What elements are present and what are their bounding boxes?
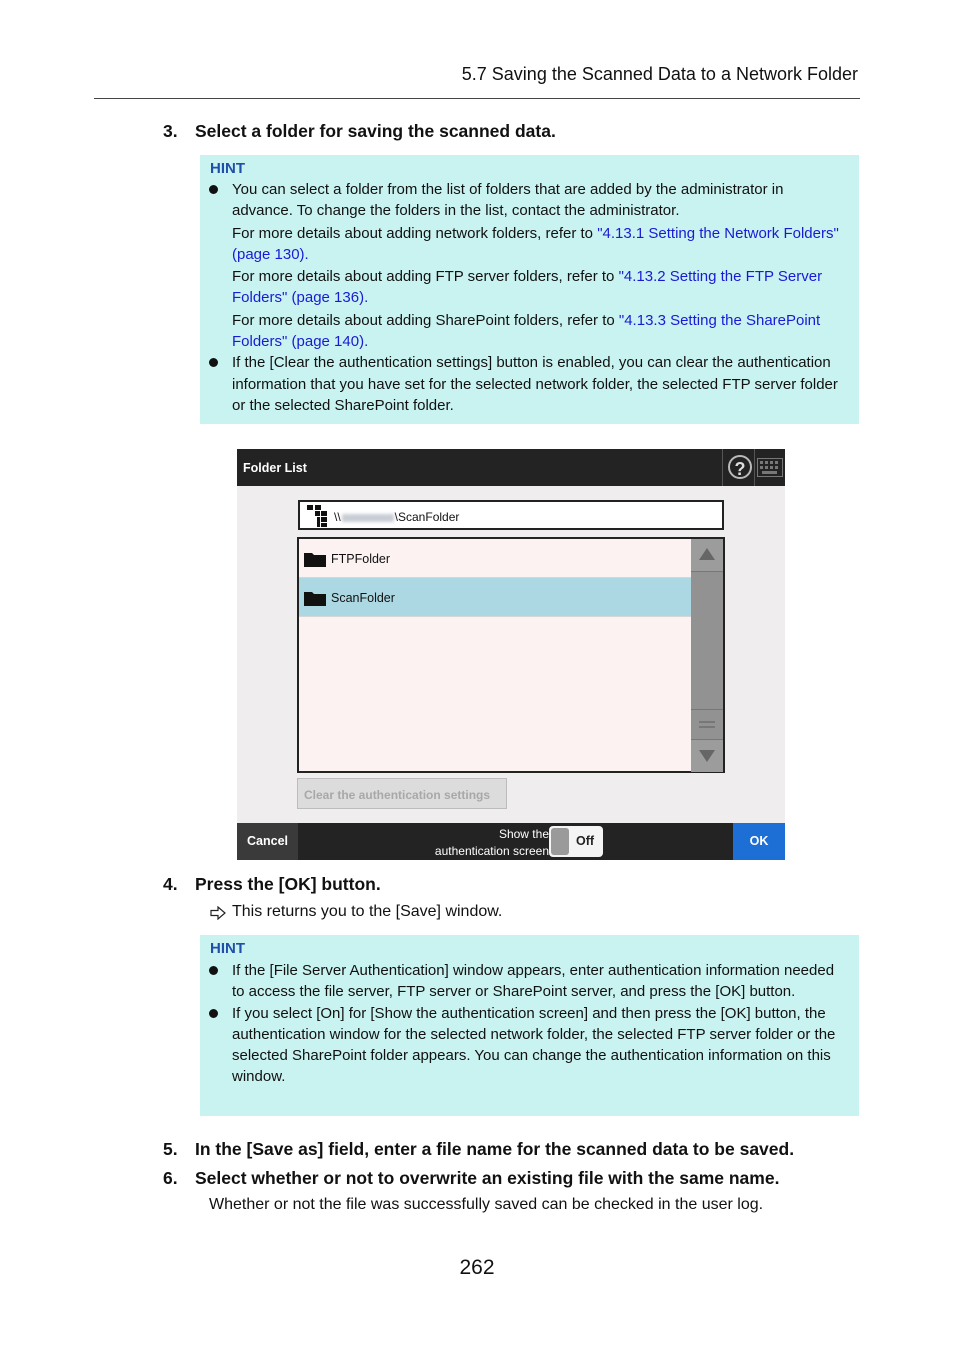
bottom-bar: [237, 823, 785, 860]
folder-name: ScanFolder: [331, 591, 395, 605]
show-auth-toggle[interactable]: [549, 826, 603, 857]
step-5-text: In the [Save as] field, enter a file name for the scanned data to be saved.: [195, 1139, 795, 1159]
bullet-icon: [209, 966, 218, 975]
hint-1-body: [232, 179, 845, 416]
redacted-host: [342, 514, 394, 522]
grip-icon: [699, 721, 715, 729]
keyboard-icon[interactable]: [757, 458, 783, 477]
separator: [722, 449, 723, 486]
cancel-button[interactable]: Cancel: [237, 823, 298, 860]
folder-icon: [304, 590, 326, 606]
scroll-thumb[interactable]: [691, 709, 723, 740]
bullet-icon: [209, 1009, 218, 1018]
show-auth-line-1: Show the: [498, 827, 549, 841]
list-item[interactable]: [299, 539, 692, 578]
path-prefix: \\: [334, 510, 341, 524]
header-divider: [94, 98, 860, 99]
title-bar: [237, 449, 785, 486]
step-4-number: 4.: [163, 874, 178, 894]
toggle-knob: [551, 828, 569, 855]
path-suffix: \ScanFolder: [394, 510, 460, 524]
step-4-text: Press the [OK] button.: [195, 874, 381, 894]
step-6-note: Whether or not the file was successfully saved can be checked in the user log.: [209, 1196, 764, 1213]
step-4-result: This returns you to the [Save] window.: [232, 903, 503, 920]
hint-2-bullet-2: If you select [On] for [Show the authentication screen] and then press the [OK] button, the authentication window for the selected network folder, the selected FTP server folder or the selected SharePoint folder appears. You can change the authentication information on this window.: [232, 1004, 836, 1086]
section-title: 5.7 Saving the Scanned Data to a Network Folder: [461, 64, 858, 84]
hint-1-ref-1-text: For more details about adding network folders, refer to: [232, 224, 598, 242]
hint-1-ref-3-text: For more details about adding SharePoint folders, refer to: [232, 311, 619, 329]
link-network-folders[interactable]: "4.13.1 Setting the Network Folders" (page 130).: [232, 224, 839, 263]
scrollbar[interactable]: [691, 539, 723, 771]
step-6: [163, 1168, 779, 1189]
clear-authentication-label: Clear the authentication settings: [304, 788, 491, 802]
screen-title: Folder List: [243, 461, 307, 475]
list-item-selected[interactable]: [299, 578, 692, 617]
hint-1-ref-2-text: For more details about adding FTP server folders, refer to: [232, 268, 619, 286]
bullet-icon: [209, 358, 218, 367]
step-3-text: Select a folder for saving the scanned data.: [195, 121, 556, 141]
step-5-number: 5.: [163, 1139, 178, 1159]
ok-button[interactable]: OK: [733, 823, 785, 860]
step-3: [163, 121, 556, 142]
hint-title: HINT: [210, 940, 245, 957]
step-5: [163, 1139, 794, 1160]
hint-box-2: [200, 935, 859, 1116]
scroll-up-button[interactable]: [691, 539, 723, 572]
hint-1-bullet-2: If the [Clear the authentication settings] button is enabled, you can clear the authentication information that you have set for the selected network folder, the selected FTP server folder or the selected SharePoint folder.: [232, 354, 838, 414]
hint-title: HINT: [210, 160, 245, 177]
toggle-state: Off: [576, 834, 595, 848]
folder-path-field[interactable]: [298, 500, 724, 530]
network-tree-icon: [307, 505, 329, 527]
result-arrow-icon: [210, 906, 226, 920]
clear-authentication-button[interactable]: [297, 778, 507, 809]
help-icon[interactable]: ?: [728, 455, 752, 479]
hint-2-body: [232, 960, 845, 1088]
hint-1-bullet-1: You can select a folder from the list of folders that are added by the administrator in advance. To change the folders in the list, contact the administrator.: [232, 181, 784, 220]
bullet-icon: [209, 185, 218, 194]
link-sharepoint-folders[interactable]: "4.13.3 Setting the SharePoint Folders" (page 140).: [232, 311, 821, 351]
folder-list: [297, 537, 725, 773]
step-6-number: 6.: [163, 1168, 178, 1188]
folder-name: FTPFolder: [331, 552, 391, 566]
folder-icon: [304, 551, 326, 567]
link-ftp-server-folders[interactable]: "4.13.2 Setting the FTP Server Folders" (page 136).: [232, 268, 823, 307]
step-6-text: Select whether or not to overwrite an existing file with the same name.: [195, 1168, 780, 1188]
scroll-down-button[interactable]: [691, 739, 723, 772]
hint-box-1: [200, 155, 859, 424]
triangle-down-icon: [699, 750, 715, 762]
folder-list-screen: [237, 449, 785, 860]
folder-path-text: [334, 510, 459, 524]
show-auth-label: [435, 826, 549, 860]
separator: [754, 449, 755, 486]
hint-2-bullet-1: If the [File Server Authentication] window appears, enter authentication information needed to access the file server, FTP server or SharePoint server, and press the [OK] button.: [232, 962, 835, 1001]
show-auth-line-2: authentication screen: [434, 844, 549, 858]
step-3-number: 3.: [163, 121, 178, 141]
triangle-up-icon: [699, 548, 715, 560]
step-4: [163, 874, 381, 895]
page-number: 262: [459, 1256, 495, 1279]
